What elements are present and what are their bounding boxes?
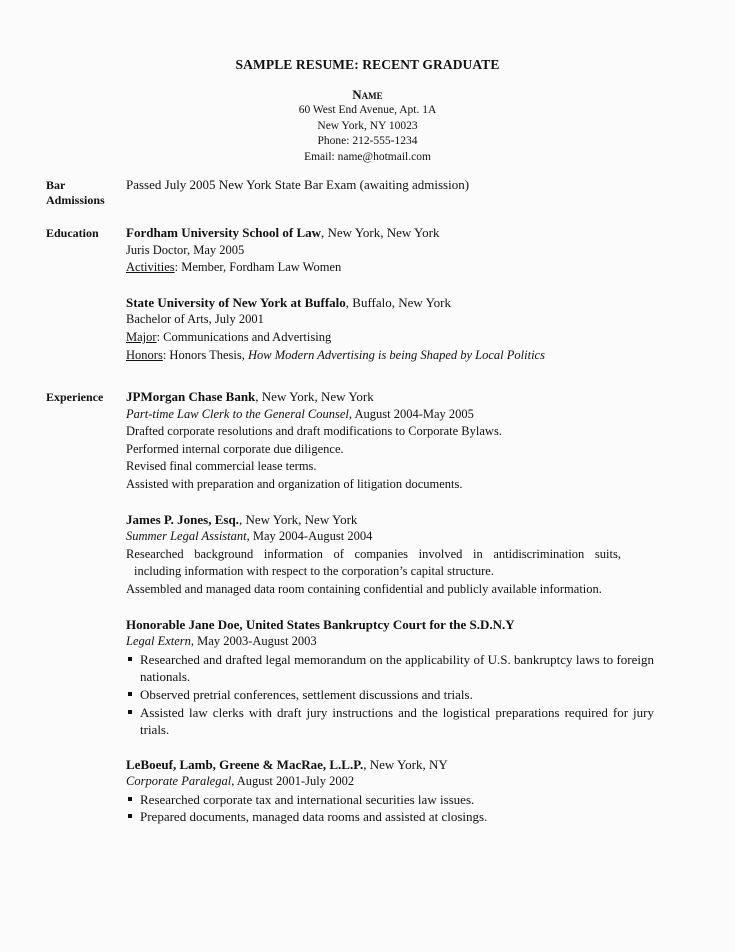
experience-label: Experience: [46, 390, 104, 404]
duty-text: Researched corporate tax and international securities law issues.: [140, 791, 475, 807]
detail-label: Major: [126, 329, 157, 344]
city-line: New York, NY 10023: [317, 119, 418, 132]
bullet-icon: [128, 797, 132, 801]
employer-location: , New York, NY: [363, 756, 448, 772]
detail-text: : Member, Fordham Law Women: [174, 260, 342, 275]
school-entry: [126, 224, 654, 277]
list-item: [126, 808, 654, 826]
bar-label-line2: Admissions: [46, 193, 105, 207]
degree: Bachelor of Arts, July 2001: [126, 312, 264, 327]
bullet-icon: [128, 657, 132, 661]
school-location: , Buffalo, New York: [345, 294, 451, 310]
employer-name: LeBoeuf, Lamb, Greene & MacRae, L.L.P.: [126, 756, 364, 772]
bullet-icon: [128, 710, 132, 714]
detail-label: Activities: [126, 260, 175, 275]
education-section: [126, 224, 654, 381]
list-item: [126, 704, 654, 739]
school-entry: [126, 294, 654, 364]
job-dates: , May 2003-August 2003: [190, 634, 317, 649]
school-location: , New York, New York: [321, 225, 440, 240]
duty-line: Revised final commercial lease terms.: [126, 459, 317, 474]
job-entry: [126, 388, 654, 494]
email-line: Email: name@hotmail.com: [304, 150, 431, 163]
duty-line: Researched background information of companies involved in antidiscrimination suits,: [126, 546, 621, 561]
duty-text: Prepared documents, managed data rooms and assisted at closings.: [140, 809, 488, 825]
job-entry: [126, 616, 654, 739]
detail-text: : Honors Thesis,: [162, 347, 248, 362]
thesis-title: How Modern Advertising is being Shaped by Local Politics: [248, 347, 545, 362]
bullet-icon: [128, 814, 132, 818]
bullet-icon: [128, 692, 132, 696]
employer-location: , New York, New York: [238, 511, 358, 527]
list-item: [126, 651, 654, 686]
employer-location: , New York, New York: [255, 389, 374, 404]
duty-text: Assisted law clerks with draft jury instructions and the logistical preparations required for jury trials.: [140, 704, 654, 738]
job-position: Legal Extern: [126, 634, 191, 649]
duty-line: Performed internal corporate due diligence.: [126, 441, 344, 456]
duty-text: Researched and drafted legal memorandum on the applicability of U.S. bankruptcy laws to foreign nationals.: [140, 651, 654, 685]
employer-name: JPMorgan Chase Bank: [126, 389, 256, 404]
job-entry: [126, 756, 654, 826]
employer-name: James P. Jones, Esq.: [126, 511, 239, 527]
bar-label-line1: Bar: [46, 178, 66, 192]
duty-text: Observed pretrial conferences, settlement discussions and trials.: [140, 686, 473, 702]
degree: Juris Doctor, May 2005: [126, 242, 245, 257]
detail-label: Honors: [126, 347, 163, 362]
bar-admissions-label: [46, 178, 105, 208]
list-item: [126, 791, 654, 809]
duty-list: [126, 791, 654, 826]
job-dates: , August 2001-July 2002: [231, 774, 355, 789]
address-line: 60 West End Avenue, Apt. 1A: [298, 104, 437, 116]
employer-name: Honorable Jane Doe, United States Bankruptcy Court for the S.D.N.Y: [126, 616, 515, 632]
school-name: Fordham University School of Law: [126, 225, 321, 240]
document-title: SAMPLE RESUME: RECENT GRADUATE: [235, 57, 500, 72]
school-name: State University of New York at Buffalo: [126, 294, 346, 310]
duty-line: Drafted corporate resolutions and draft modifications to Corporate Bylaws.: [126, 424, 502, 439]
bar-admissions-text: Passed July 2005 New York State Bar Exam (awaiting admission): [126, 177, 470, 192]
list-item: [126, 686, 654, 704]
job-position: Corporate Paralegal: [126, 774, 232, 789]
job-dates: , May 2004-August 2004: [246, 529, 373, 544]
job-dates: , August 2004-May 2005: [348, 406, 474, 421]
duty-line: including information with respect to the corporation’s capital structure.: [134, 564, 494, 579]
duty-line: Assisted with preparation and organization of litigation documents.: [126, 476, 463, 491]
experience-section: [126, 388, 654, 843]
bar-admissions-section: [126, 176, 654, 194]
phone-line: Phone: 212-555-1234: [317, 135, 418, 147]
duty-list: [126, 651, 654, 739]
education-label: Education: [46, 226, 99, 240]
contact-header: [0, 86, 735, 165]
candidate-name: Name: [352, 87, 383, 102]
duty-line: Assembled and managed data room containing confidential and publicly available information.: [126, 581, 602, 596]
detail-text: : Communications and Advertising: [156, 329, 332, 344]
job-position: Part-time Law Clerk to the General Counsel: [126, 406, 349, 421]
job-position: Summer Legal Assistant: [126, 529, 247, 544]
job-entry: [126, 511, 654, 599]
